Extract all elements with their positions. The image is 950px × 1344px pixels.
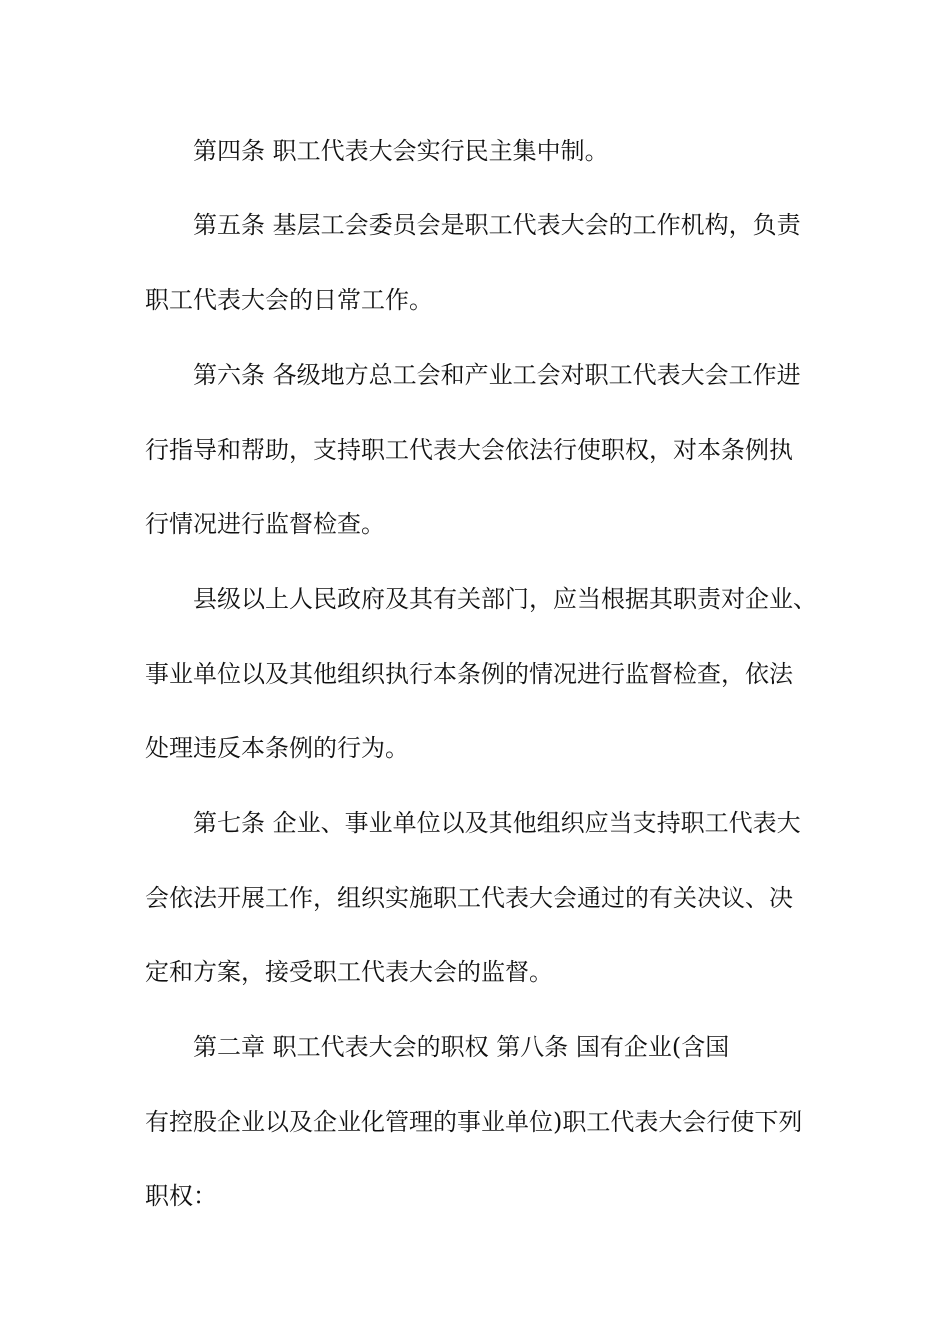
article-7-text: 第七条 企业、事业单位以及其他组织应当支持职工代表大 [193,809,801,837]
article-6-text: 第六条 各级地方总工会和产业工会对职工代表大会工作进 [193,361,801,389]
article-8-text-continued: 有控股企业以及企业化管理的事业单位)职工代表大会行使下列 [145,1108,803,1136]
article-6-text-continued: 行指导和帮助，支持职工代表大会依法行使职权，对本条例执 [145,436,793,464]
article-6-paragraph-2: 县级以上人民政府及其有关部门，应当根据其职责对企业、 [193,585,817,613]
article-6-text-continued: 行情况进行监督检查。 [145,510,385,538]
article-5-text: 第五条 基层工会委员会是职工代表大会的工作机构，负责 [193,211,801,239]
article-5-text-continued: 职工代表大会的日常工作。 [145,286,433,314]
article-6-paragraph-2-continued: 处理违反本条例的行为。 [145,734,409,762]
article-7-text-continued: 定和方案，接受职工代表大会的监督。 [145,958,553,986]
chapter-2-article-8-text: 第二章 职工代表大会的职权 第八条 国有企业(含国 [193,1033,730,1061]
article-8-text-continued: 职权： [145,1182,217,1210]
article-6-paragraph-2-continued: 事业单位以及其他组织执行本条例的情况进行监督检查，依法 [145,660,793,688]
article-4-text: 第四条 职工代表大会实行民主集中制。 [193,137,609,165]
article-7-text-continued: 会依法开展工作，组织实施职工代表大会通过的有关决议、决 [145,884,793,912]
